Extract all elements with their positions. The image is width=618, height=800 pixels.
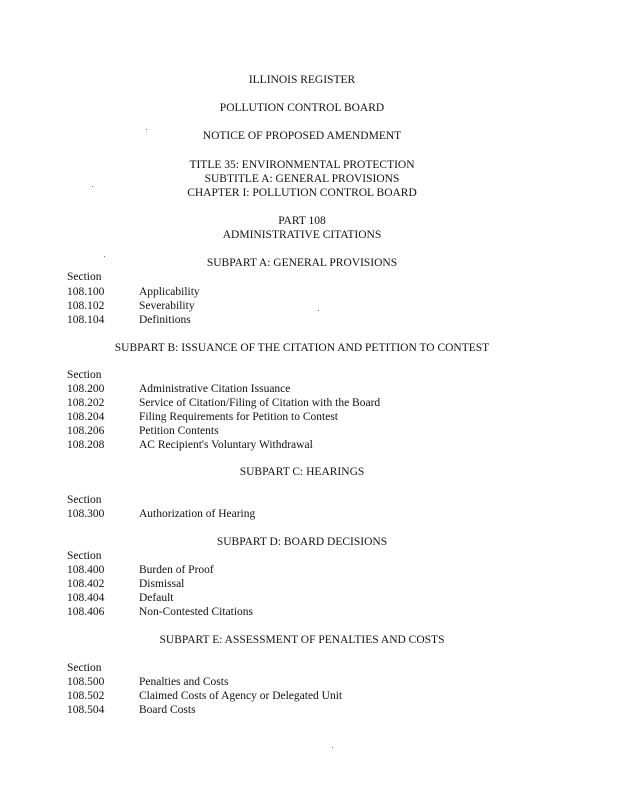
section-title: Filing Requirements for Petition to Contest <box>139 411 339 423</box>
section-title: Non-Contested Citations <box>139 606 254 618</box>
section-label: Section <box>67 550 102 562</box>
section-number: 108.208 <box>67 439 105 451</box>
section-title: Applicability <box>139 286 200 298</box>
section-title: Severability <box>139 300 195 312</box>
section-title: AC Recipient's Voluntary Withdrawal <box>139 439 313 451</box>
register-title: ILLINOIS REGISTER <box>248 74 356 86</box>
scan-speck <box>104 256 105 257</box>
title-line: TITLE 35: ENVIRONMENTAL PROTECTION <box>189 159 415 171</box>
board-name: POLLUTION CONTROL BOARD <box>219 102 385 114</box>
section-label: Section <box>67 494 102 506</box>
section-title: Definitions <box>139 314 191 326</box>
subpart-heading: SUBPART A: GENERAL PROVISIONS <box>206 257 398 269</box>
section-title: Authorization of Hearing <box>139 508 256 520</box>
section-number: 108.504 <box>67 704 105 716</box>
section-title: Service of Citation/Filing of Citation with the Board <box>139 397 381 409</box>
section-label: Section <box>67 369 102 381</box>
scan-speck <box>318 310 319 311</box>
scan-speck <box>92 186 93 187</box>
section-number: 108.100 <box>67 286 105 298</box>
section-number: 108.404 <box>67 592 105 604</box>
section-number: 108.104 <box>67 314 105 326</box>
section-number: 108.206 <box>67 425 105 437</box>
section-title: Administrative Citation Issuance <box>139 383 291 395</box>
part-name: ADMINISTRATIVE CITATIONS <box>222 229 382 241</box>
chapter-line: CHAPTER I: POLLUTION CONTROL BOARD <box>187 187 417 199</box>
section-label: Section <box>67 662 102 674</box>
subpart-heading: SUBPART E: ASSESSMENT OF PENALTIES AND COSTS <box>159 634 445 646</box>
section-title: Burden of Proof <box>139 564 214 576</box>
subpart-heading: SUBPART C: HEARINGS <box>239 466 365 478</box>
part-number: PART 108 <box>278 215 326 227</box>
section-number: 108.300 <box>67 508 105 520</box>
notice-heading: NOTICE OF PROPOSED AMENDMENT <box>202 130 402 142</box>
section-number: 108.406 <box>67 606 105 618</box>
section-title: Claimed Costs of Agency or Delegated Unit <box>139 690 343 702</box>
scan-speck <box>146 129 147 130</box>
section-title: Penalties and Costs <box>139 676 229 688</box>
scan-speck <box>332 747 333 748</box>
section-number: 108.502 <box>67 690 105 702</box>
section-title: Board Costs <box>139 704 196 716</box>
subpart-heading: SUBPART D: BOARD DECISIONS <box>216 536 388 548</box>
subtitle-line: SUBTITLE A: GENERAL PROVISIONS <box>204 173 400 185</box>
section-title: Petition Contents <box>139 425 219 437</box>
section-number: 108.500 <box>67 676 105 688</box>
section-number: 108.202 <box>67 397 105 409</box>
subpart-heading: SUBPART B: ISSUANCE OF THE CITATION AND PETITION TO CONTEST <box>114 342 490 354</box>
section-title: Dismissal <box>139 578 185 590</box>
section-number: 108.400 <box>67 564 105 576</box>
section-number: 108.402 <box>67 578 105 590</box>
section-number: 108.102 <box>67 300 105 312</box>
section-number: 108.204 <box>67 411 105 423</box>
section-title: Default <box>139 592 174 604</box>
section-number: 108.200 <box>67 383 105 395</box>
section-label: Section <box>67 271 102 283</box>
